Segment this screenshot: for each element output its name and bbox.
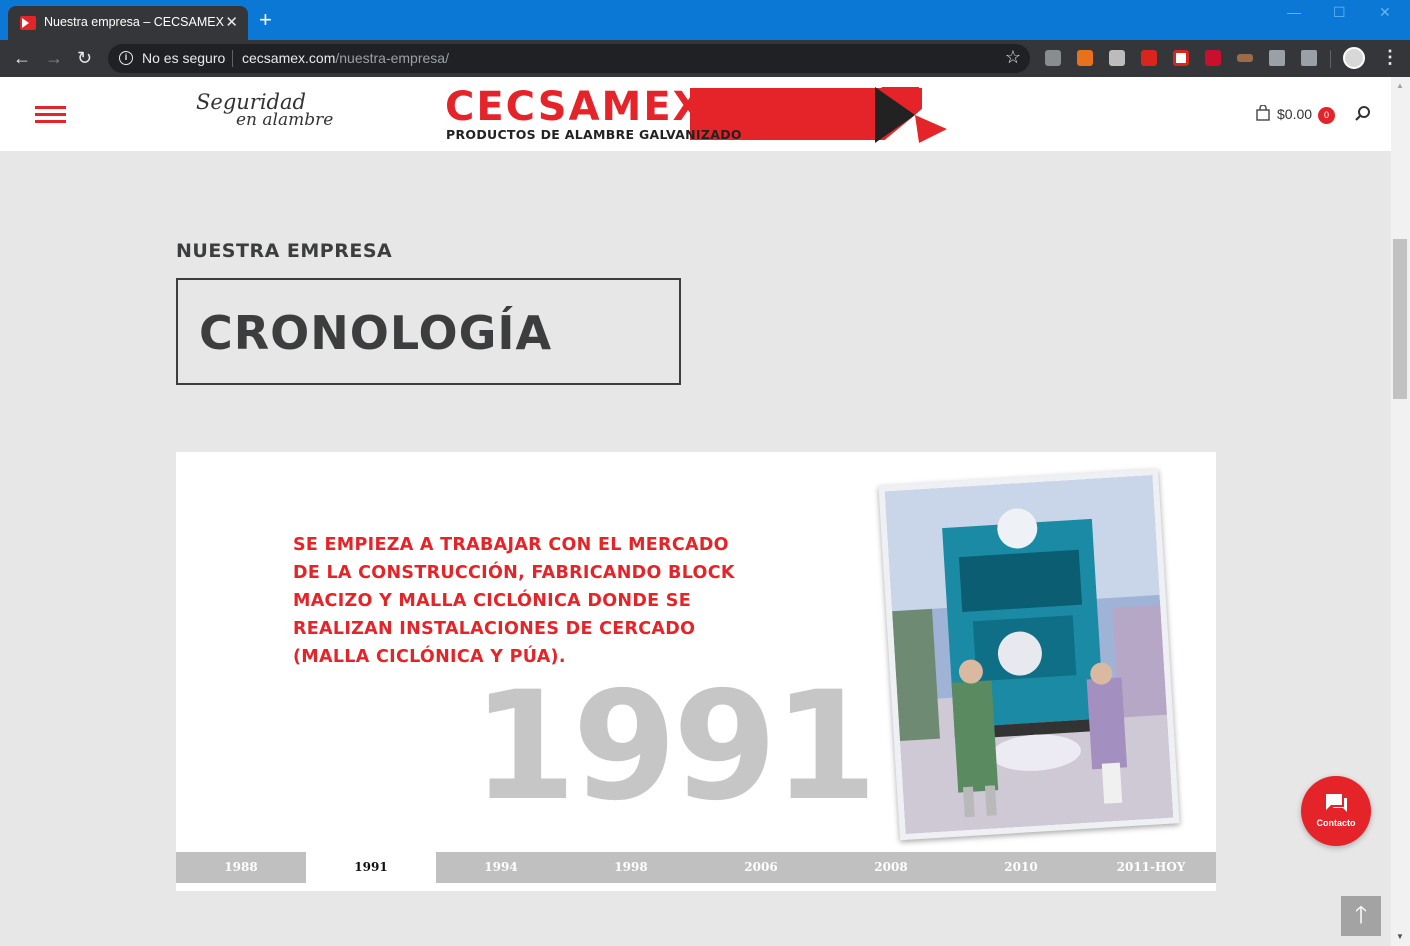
cart-total[interactable]: $0.00 — [1277, 106, 1313, 122]
back-icon[interactable]: ← — [13, 48, 31, 68]
drive-extension-icon[interactable] — [1269, 50, 1285, 66]
tab-close-icon[interactable]: ✕ — [225, 14, 238, 31]
browser-menu-icon[interactable]: ⋮ — [1381, 47, 1399, 67]
year-tabs — [176, 852, 1216, 883]
timeline-panel — [176, 452, 1216, 891]
extension-icon[interactable] — [1077, 50, 1093, 66]
browser-titlebar — [0, 0, 1410, 40]
year-tab-1994[interactable]: 1994 — [436, 852, 566, 883]
dropbox-extension-icon[interactable] — [1301, 50, 1317, 66]
profile-avatar[interactable] — [1343, 47, 1365, 69]
security-label: No es seguro — [142, 50, 226, 66]
extension-icon[interactable] — [1045, 50, 1061, 66]
cecsamex-logo[interactable] — [445, 85, 947, 145]
url-host: cecsamex.com — [242, 50, 336, 66]
slogan-line2: en alambre — [236, 110, 334, 130]
page-title: CRONOLOGÍA — [199, 306, 553, 360]
toolbar-divider — [1330, 50, 1331, 68]
tab-title: Nuestra empresa – CECSAMEX — [44, 15, 224, 29]
year-tab-1998[interactable]: 1998 — [566, 852, 696, 883]
slogan — [196, 90, 334, 130]
year-tab-2006[interactable]: 2006 — [696, 852, 826, 883]
cecsamex-favicon-icon — [20, 16, 36, 30]
year-tab-2008[interactable]: 2008 — [826, 852, 956, 883]
maximize-icon[interactable]: ☐ — [1333, 4, 1346, 20]
url-path: /nuestra-empresa/ — [335, 50, 449, 66]
extension-icon[interactable] — [1205, 50, 1221, 66]
address-bar[interactable] — [108, 44, 1030, 73]
year-tab-2011-hoy[interactable]: 2011-HOY — [1086, 852, 1216, 883]
menu-hamburger-icon[interactable] — [35, 106, 66, 124]
chat-icon — [1324, 792, 1349, 814]
close-window-icon[interactable]: ✕ — [1379, 4, 1391, 20]
new-tab-button[interactable]: + — [259, 7, 272, 32]
year-tab-2010[interactable]: 2010 — [956, 852, 1086, 883]
contact-button[interactable] — [1301, 776, 1371, 846]
url-divider — [232, 50, 233, 67]
page-title-box — [176, 278, 681, 385]
url-text[interactable] — [242, 50, 449, 66]
minimize-icon[interactable]: — — [1287, 4, 1301, 20]
logo-mark-icon — [875, 87, 947, 143]
section-eyebrow: NUESTRA EMPRESA — [176, 240, 393, 262]
year-tab-1988[interactable]: 1988 — [176, 852, 306, 883]
forward-icon[interactable]: → — [45, 48, 63, 68]
extension-icon[interactable] — [1237, 54, 1253, 62]
logo-subtitle: PRODUCTOS DE ALAMBRE GALVANIZADO — [446, 127, 742, 142]
site-header — [0, 77, 1391, 151]
year-tab-1991[interactable]: 1991 — [306, 852, 436, 883]
pdf-extension-icon[interactable] — [1141, 50, 1157, 66]
page-scrollbar[interactable] — [1391, 77, 1410, 946]
reload-icon[interactable]: ↻ — [77, 48, 93, 68]
contact-label: Contacto — [1316, 818, 1356, 828]
extension-icon[interactable] — [1109, 50, 1125, 66]
info-icon[interactable]: i — [119, 51, 133, 65]
timeline-description: SE EMPIEZA A TRABAJAR CON EL MERCADO DE LA CONSTRUCCIÓN, FABRICANDO BLOCK MACIZO Y MALLA CICLÓNICA DONDE SE REALIZAN INSTALACIONES DE CERCADO (MALLA CICLÓNICA Y PÚA). — [293, 535, 735, 667]
scroll-top-button[interactable]: 🡑 — [1341, 896, 1381, 936]
scroll-up-icon[interactable]: ▲ — [1396, 81, 1404, 90]
bookmark-star-icon[interactable]: ☆ — [1004, 47, 1021, 67]
cart-bag-icon[interactable] — [1256, 105, 1270, 121]
timeline-photo — [878, 469, 1179, 840]
extension-icon[interactable] — [1173, 50, 1189, 66]
browser-tab[interactable] — [8, 6, 248, 40]
scrollbar-thumb[interactable] — [1393, 239, 1407, 399]
browser-toolbar — [0, 40, 1410, 77]
slogan-line1: Seguridad — [196, 90, 306, 114]
truck-photo-image — [885, 475, 1173, 834]
logo-wordmark: CECSAMEX — [445, 84, 706, 130]
timeline-year: 1991 — [472, 660, 874, 834]
cart-count-badge: 0 — [1318, 107, 1335, 124]
scroll-down-icon[interactable]: ▼ — [1396, 932, 1404, 941]
search-icon[interactable] — [1354, 105, 1372, 123]
